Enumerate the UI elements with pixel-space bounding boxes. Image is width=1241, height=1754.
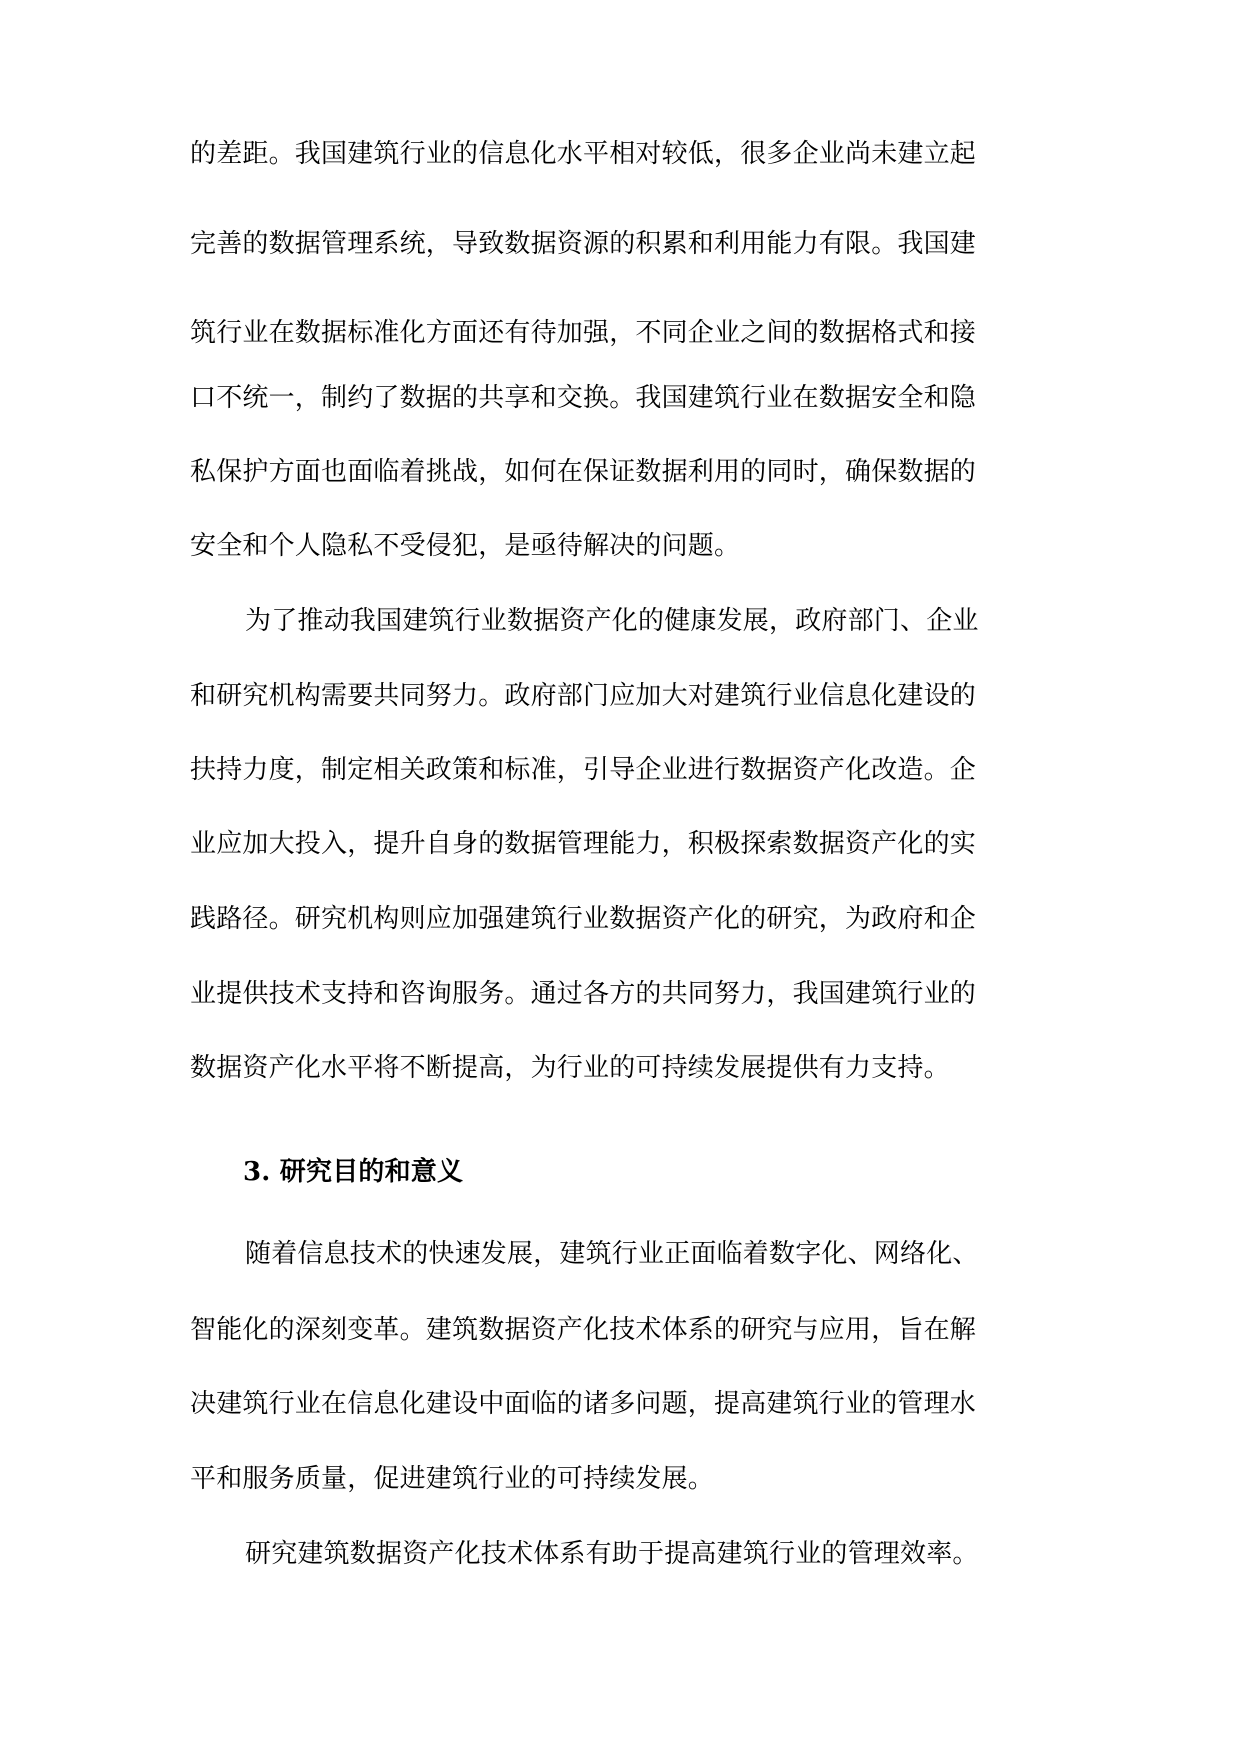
paragraph-2-line-2: 和研究机构需要共同努力。政府部门应加大对建筑行业信息化建设的	[190, 681, 977, 711]
paragraph-1-line-3: 筑行业在数据标准化方面还有待加强，不同企业之间的数据格式和接	[190, 318, 977, 348]
paragraph-2-line-3: 扶持力度，制定相关政策和标准，引导企业进行数据资产化改造。企	[190, 755, 977, 785]
paragraph-3-line-3: 决建筑行业在信息化建设中面临的诸多问题，提高建筑行业的管理水	[190, 1389, 977, 1419]
paragraph-2-line-1: 为了推动我国建筑行业数据资产化的健康发展，政府部门、企业	[245, 606, 979, 636]
paragraph-3-line-2: 智能化的深刻变革。建筑数据资产化技术体系的研究与应用，旨在解	[190, 1315, 977, 1345]
paragraph-1-line-2: 完善的数据管理系统，导致数据资源的积累和利用能力有限。我国建	[190, 229, 977, 259]
section-heading: 3. 研究目的和意义	[243, 1157, 464, 1187]
paragraph-1-line-4: 口不统一，制约了数据的共享和交换。我国建筑行业在数据安全和隐	[190, 383, 977, 413]
paragraph-2-line-7: 数据资产化水平将不断提高，为行业的可持续发展提供有力支持。	[190, 1053, 950, 1083]
paragraph-3-line-4: 平和服务质量，促进建筑行业的可持续发展。	[190, 1464, 715, 1494]
paragraph-2-line-6: 业提供技术支持和咨询服务。通过各方的共同努力，我国建筑行业的	[190, 979, 977, 1009]
paragraph-2-line-4: 业应加大投入，提升自身的数据管理能力，积极探索数据资产化的实	[190, 829, 977, 859]
paragraph-2-line-5: 践路径。研究机构则应加强建筑行业数据资产化的研究，为政府和企	[190, 904, 977, 934]
paragraph-4-line-1: 研究建筑数据资产化技术体系有助于提高建筑行业的管理效率。	[245, 1539, 979, 1569]
paragraph-1-line-5: 私保护方面也面临着挑战，如何在保证数据利用的同时，确保数据的	[190, 457, 977, 487]
paragraph-3-line-1: 随着信息技术的快速发展，建筑行业正面临着数字化、网络化、	[245, 1239, 979, 1269]
paragraph-1-line-1: 的差距。我国建筑行业的信息化水平相对较低，很多企业尚未建立起	[190, 139, 977, 169]
paragraph-1-line-6: 安全和个人隐私不受侵犯，是亟待解决的问题。	[190, 531, 741, 561]
